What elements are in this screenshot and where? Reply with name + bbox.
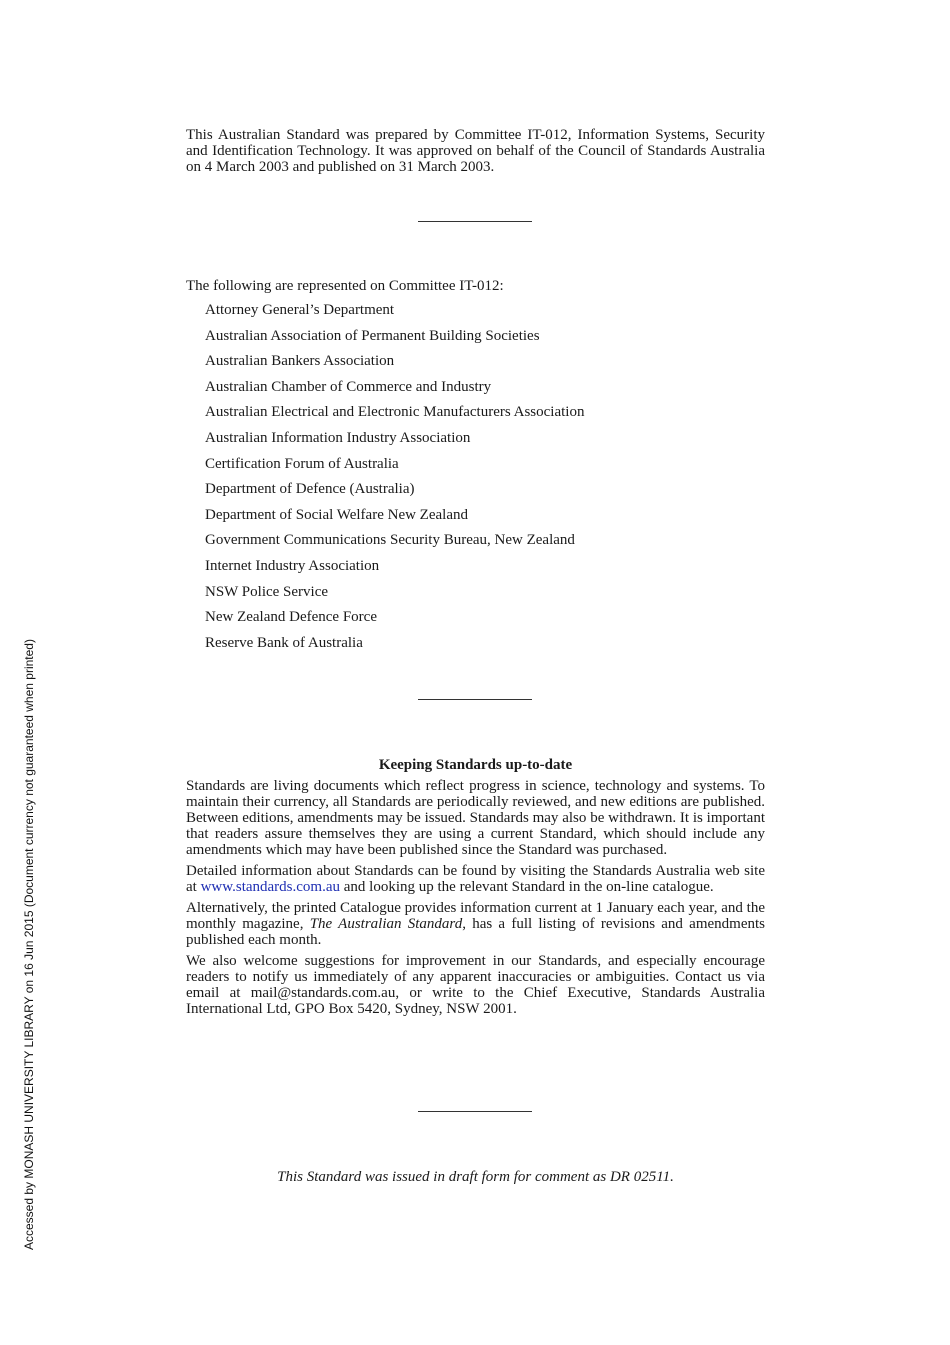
committee-member: Australian Association of Permanent Building Societies [205,327,540,344]
paragraph-text: and looking up the relevant Standard in the on-line catalogue. [340,879,714,895]
committee-member: Department of Defence (Australia) [205,481,415,498]
paragraph-detailed-information [186,863,765,895]
committee-member: New Zealand Defence Force [205,609,377,626]
paragraph-catalogue [186,900,765,948]
paragraph-suggestions: We also welcome suggestions for improvement in our Standards, and especially encourage readers to notify us immediately of any apparent inaccuracies or ambiguities. Contact us via email at mail@standards.com.au, or write to the Chief Executive, Standards Australia International Ltd, GPO Box 5420, Sydney, NSW 2001. [186,953,765,1017]
committee-member: Internet Industry Association [205,557,380,574]
committee-heading: The following are represented on Committee IT-012: [186,278,504,294]
committee-member: Attorney General’s Department [205,302,395,318]
keeping-up-to-date-body [186,778,765,1022]
committee-member: Reserve Bank of Australia [205,634,363,651]
website-link[interactable]: www.standards.com.au [200,879,340,895]
committee-member: Government Communications Security Bureau, New Zealand [205,532,575,549]
draft-issue-note: This Standard was issued in draft form for comment as DR 02511. [277,1169,674,1185]
committee-member: Australian Bankers Association [205,353,395,370]
committee-member: Australian Electrical and Electronic Manufacturers Association [205,404,585,421]
access-watermark: Accessed by MONASH UNIVERSITY LIBRARY on 16 Jun 2015 (Document currency not guaranteed when printed) [22,639,36,1250]
divider-rule-1 [418,221,532,222]
committee-member: Certification Forum of Australia [205,455,399,472]
divider-rule-2 [418,699,532,700]
section-title: Keeping Standards up-to-date [378,757,573,773]
committee-members-list [205,302,584,660]
committee-member: NSW Police Service [205,583,329,600]
intro-paragraph: This Australian Standard was prepared by Committee IT-012, Information Systems, Security and Identification Technology. It was approved on behalf of the Council of Standards Australia on 4 March 2003 and published on 31 March 2003. [186,127,765,175]
committee-member: Australian Information Industry Association [205,429,471,446]
paragraph-text: , has a full listing of revisions and amendments published each month. [186,916,765,948]
paragraph-living-documents: Standards are living documents which reflect progress in science, technology and systems. To maintain their currency, all Standards are periodically reviewed, and new editions are published. Between editions, amendments may be issued. Standards may also be withdrawn. It is important that readers assure themselves they are using a current Standard, which should include any amendments which may have been published since the Standard was purchased. [186,778,765,858]
committee-member: Department of Social Welfare New Zealand [205,506,468,523]
divider-rule-3 [418,1111,532,1112]
paragraph-text: Detailed information about Standards can be found by visiting the Standards Australia web site at [186,863,765,895]
paragraph-text: Alternatively, the printed Catalogue provides information current at 1 January each year, and the monthly magazine, [186,900,765,932]
committee-member: Australian Chamber of Commerce and Industry [205,378,492,395]
magazine-title: The Australian Standard [309,916,463,932]
